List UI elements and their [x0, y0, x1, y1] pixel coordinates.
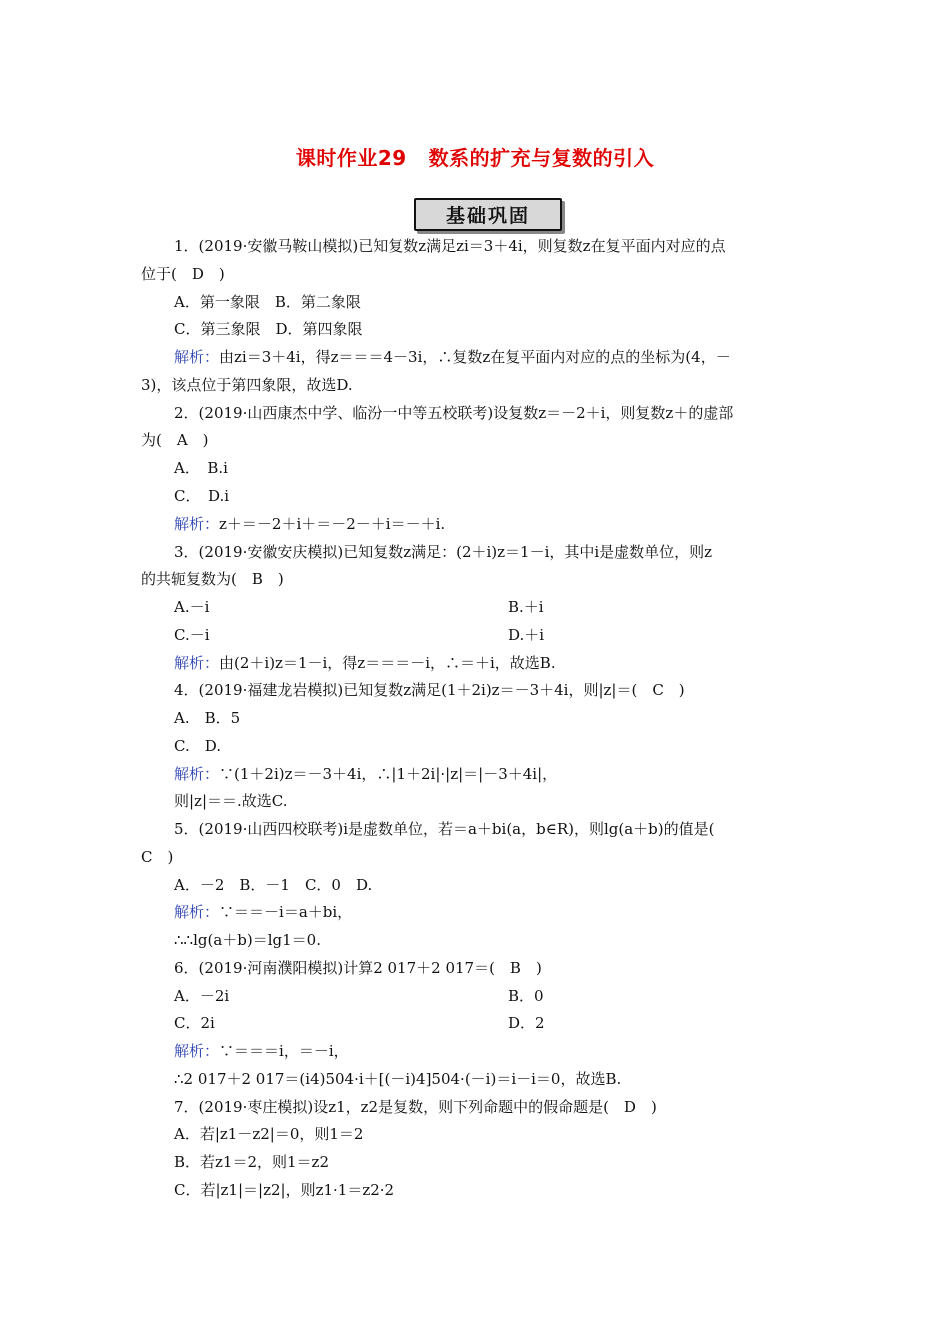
section-banner-label: 基础巩固 — [445, 205, 530, 227]
question-6-solution-1: 解析：∵＝＝＝i，＝－i， — [174, 1042, 349, 1060]
question-4-options-cd: C. D. — [174, 737, 221, 755]
question-2-line-1: 2．(2019·山西康杰中学、临汾一中等五校联考)设复数z＝－2＋i，则复数z＋的虚部 — [174, 404, 734, 422]
analysis-label: 解析： — [174, 654, 220, 672]
question-1-line-2: 位于( D ) — [141, 265, 225, 283]
question-3-solution-1: 解析：由(2＋i)z＝1－i，得z＝＝＝－i，∴＝＋i，故选B. — [174, 654, 556, 672]
analysis-label: 解析： — [174, 903, 220, 921]
question-1-line-1: 1．(2019·安徽马鞍山模拟)已知复数z满足zi＝3＋4i，则复数z在复平面内对应的点 — [174, 237, 726, 255]
question-6-line-1: 6．(2019·河南濮阳模拟)计算2 017＋2 017＝( B ) — [174, 959, 542, 977]
question-4-solution-1: 解析：∵(1＋2i)z＝－3＋4i，∴|1＋2i|·|z|＝|－3＋4i|， — [174, 765, 558, 783]
question-4-options-ab: A. B．5 — [174, 709, 241, 727]
question-2-solution-1: 解析：z＋＝－2＋i＋＝－2－＋i＝－＋i. — [174, 515, 446, 533]
section-banner — [414, 198, 562, 231]
question-7-option-a: A．若|z1－z2|＝0，则1＝2 — [174, 1125, 364, 1143]
question-5-line-2: C ) — [141, 848, 174, 866]
question-6-option-b: B．0 — [508, 987, 544, 1005]
question-1-solution-2: 3)，该点位于第四象限，故选D. — [141, 376, 353, 394]
question-4-solution-2: 则|z|＝＝.故选C. — [174, 792, 288, 810]
analysis-label: 解析： — [174, 765, 220, 783]
question-3-option-b: B.＋i — [508, 598, 544, 616]
question-1-options-cd: C．第三象限 D．第四象限 — [174, 320, 363, 338]
question-2-options-cd: C． D.i — [174, 487, 230, 505]
question-3-option-c: C.－i — [174, 626, 210, 644]
question-3-option-a: A.－i — [174, 598, 210, 616]
question-3-option-d: D.＋i — [508, 626, 545, 644]
question-7-option-b: B．若z1＝2，则1＝z2 — [174, 1153, 330, 1171]
question-1-solution-1: 解析：由zi＝3＋4i，得z＝＝＝4－3i，∴复数z在复平面内对应的点的坐标为(4，－ — [174, 348, 731, 366]
question-7-option-c: C．若|z1|＝|z2|，则z1·1＝z2·2 — [174, 1181, 395, 1199]
question-6-option-c: C．2i — [174, 1014, 215, 1032]
question-6-option-d: D．2 — [508, 1014, 545, 1032]
question-5-options: A．－2 B．－1 C．0 D. — [174, 876, 373, 894]
question-5-line-1: 5．(2019·山西四校联考)i是虚数单位，若＝a＋bi(a，b∈R)，则lg(a＋b)的值是( — [174, 820, 715, 838]
title-part1: 课时作业29 — [295, 146, 407, 170]
question-2-line-2: 为( A ) — [141, 431, 209, 449]
analysis-label: 解析： — [174, 1042, 220, 1060]
question-5-solution-1: 解析：∵＝＝－i＝a＋bi， — [174, 903, 353, 921]
analysis-label: 解析： — [174, 515, 220, 533]
question-3-line-2: 的共轭复数为( B ) — [141, 570, 284, 588]
analysis-label: 解析： — [174, 348, 220, 366]
question-3-line-1: 3．(2019·安徽安庆模拟)已知复数z满足：(2＋i)z＝1－i，其中i是虚数单位，则z — [174, 543, 713, 561]
question-4-line-1: 4．(2019·福建龙岩模拟)已知复数z满足(1＋2i)z＝－3＋4i，则|z|＝( C ) — [174, 681, 685, 699]
question-5-solution-2: ∴∴lg(a＋b)＝lg1＝0. — [174, 931, 321, 949]
question-6-option-a: A．－2i — [174, 987, 230, 1005]
question-2-options-ab: A． B.i — [174, 459, 228, 477]
page-title — [0, 142, 950, 171]
question-6-solution-2: ∴2 017＋2 017＝(i4)504·i＋[(－i)4]504·(－i)＝i－i＝0，故选B. — [174, 1070, 622, 1088]
title-part2: 数系的扩充与复数的引入 — [428, 146, 655, 170]
question-7-line-1: 7．(2019·枣庄模拟)设z1，z2是复数，则下列命题中的假命题是( D ) — [174, 1098, 657, 1116]
question-1-options-ab: A．第一象限 B．第二象限 — [174, 293, 361, 311]
